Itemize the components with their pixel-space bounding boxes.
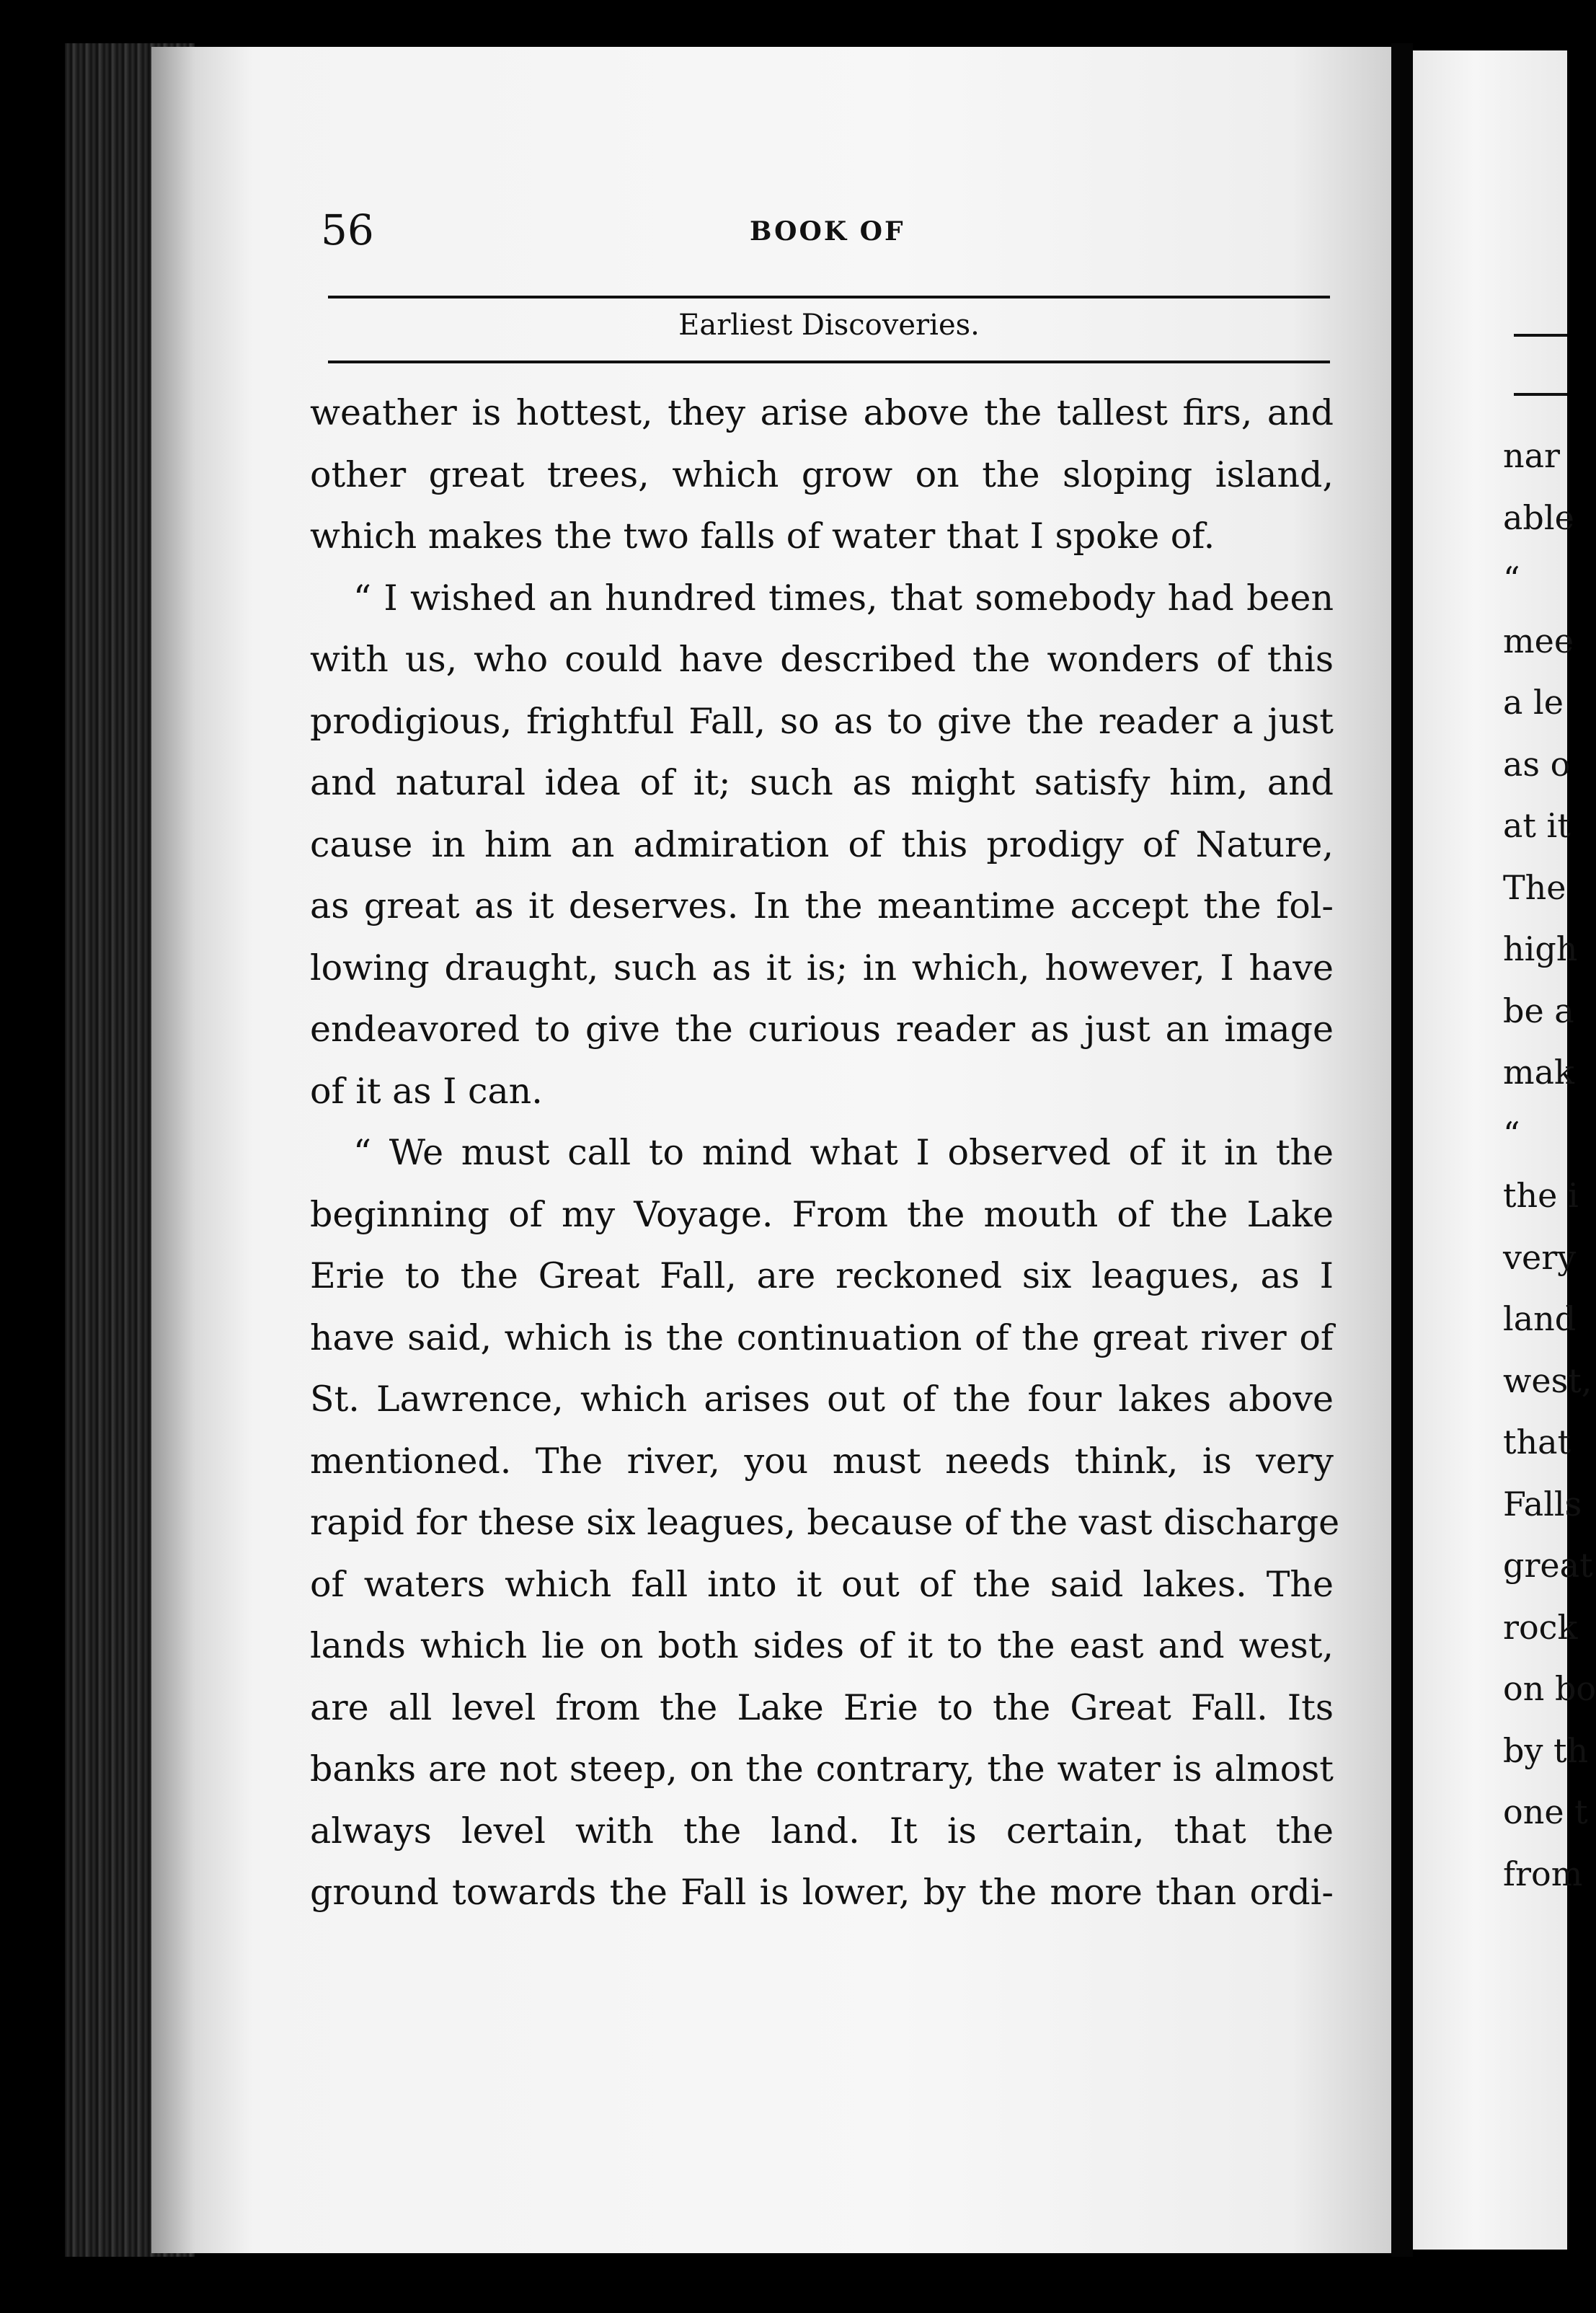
text-line: of waters which fall into it out of the said lakes. The bbox=[310, 1563, 1334, 1605]
text-line: which makes the two falls of water that I spoke of. bbox=[310, 516, 1215, 557]
text-line: ground towards the Fall is lower, by the more than ordi- bbox=[310, 1872, 1334, 1913]
next-page-line: the i bbox=[1503, 1176, 1579, 1215]
text-line: mentioned. The river, you must needs think, is very bbox=[310, 1440, 1334, 1482]
next-page-line: great bbox=[1503, 1546, 1593, 1585]
header-rule-top bbox=[328, 296, 1330, 298]
text-line: banks are not steep, on the contrary, the water is almost bbox=[310, 1748, 1334, 1790]
text-line: “ I wished an hundred times, that somebody had been bbox=[353, 577, 1334, 619]
text-line: prodigious, frightful Fall, so as to give the reader a just bbox=[310, 700, 1334, 742]
next-page-rule-top bbox=[1514, 334, 1567, 337]
text-line: rapid for these six leagues, because of the vast discharge bbox=[310, 1502, 1340, 1543]
next-page-line: be a bbox=[1503, 991, 1574, 1030]
text-line: lands which lie on both sides of it to the east and west, bbox=[310, 1625, 1334, 1666]
next-page-line: very bbox=[1503, 1237, 1577, 1277]
text-line: other great trees, which grow on the sloping island, bbox=[310, 454, 1334, 495]
text-line: weather is hottest, they arise above the tallest firs, and bbox=[310, 392, 1334, 433]
text-line: of it as I can. bbox=[310, 1070, 543, 1112]
next-page-line: west, bbox=[1503, 1361, 1592, 1400]
page-header-title: BOOK OF bbox=[750, 216, 905, 247]
text-line: endeavored to give the curious reader as just an image bbox=[310, 1009, 1334, 1050]
text-line: as great as it deserves. In the meantime accept the fol- bbox=[310, 885, 1334, 926]
next-page-line: on bo bbox=[1503, 1669, 1596, 1708]
next-page-line: a le bbox=[1503, 683, 1564, 722]
text-line: have said, which is the continuation of the great river of bbox=[310, 1317, 1334, 1358]
next-page-line: mak bbox=[1503, 1053, 1574, 1092]
next-page-line: “ bbox=[1503, 1114, 1520, 1154]
text-line: St. Lawrence, which arises out of the four lakes above bbox=[310, 1379, 1334, 1420]
text-line: cause in him an admiration of this prodigy of Nature, bbox=[310, 823, 1334, 865]
next-page-text bbox=[1503, 425, 1596, 1905]
text-line: are all level from the Lake Erie to the Great Fall. Its bbox=[310, 1686, 1334, 1728]
next-page-line: at it bbox=[1503, 806, 1571, 845]
next-page-line: as o bbox=[1503, 744, 1571, 784]
next-page-rule-bottom bbox=[1514, 393, 1567, 396]
text-line: and natural idea of it; such as might satisfy him, and bbox=[310, 762, 1334, 803]
next-page-line: Falls bbox=[1503, 1484, 1582, 1523]
header-rule-bottom bbox=[328, 361, 1330, 363]
next-page-line: able bbox=[1503, 497, 1574, 537]
text-line: lowing draught, such as it is; in which, however, I have bbox=[310, 947, 1334, 989]
text-line: always level with the land. It is certain, that the bbox=[310, 1810, 1334, 1852]
next-page-line: mee bbox=[1503, 621, 1574, 660]
page-number: 56 bbox=[321, 205, 374, 255]
next-page-line: land bbox=[1503, 1299, 1577, 1338]
next-page-line: from bbox=[1503, 1854, 1583, 1893]
next-page-line: by th bbox=[1503, 1730, 1589, 1770]
book-gutter bbox=[1391, 43, 1413, 2257]
next-page-line: that bbox=[1503, 1423, 1571, 1461]
next-page-line: high bbox=[1503, 929, 1578, 968]
next-page-line: nar bbox=[1503, 436, 1561, 475]
text-line: with us, who could have described the wonders of this bbox=[310, 639, 1334, 680]
running-head: Earliest Discoveries. bbox=[678, 309, 980, 342]
next-page-line: rock bbox=[1503, 1607, 1578, 1647]
next-page-line: The bbox=[1503, 867, 1566, 907]
next-page-line: one t bbox=[1503, 1792, 1588, 1831]
text-line: beginning of my Voyage. From the mouth of the Lake bbox=[310, 1193, 1334, 1235]
body-text bbox=[310, 382, 1340, 1924]
next-page-line: “ bbox=[1503, 560, 1520, 598]
text-line: Erie to the Great Fall, are reckoned six leagues, as I bbox=[310, 1255, 1334, 1296]
text-line: “ We must call to mind what I observed of it in the bbox=[353, 1132, 1334, 1173]
